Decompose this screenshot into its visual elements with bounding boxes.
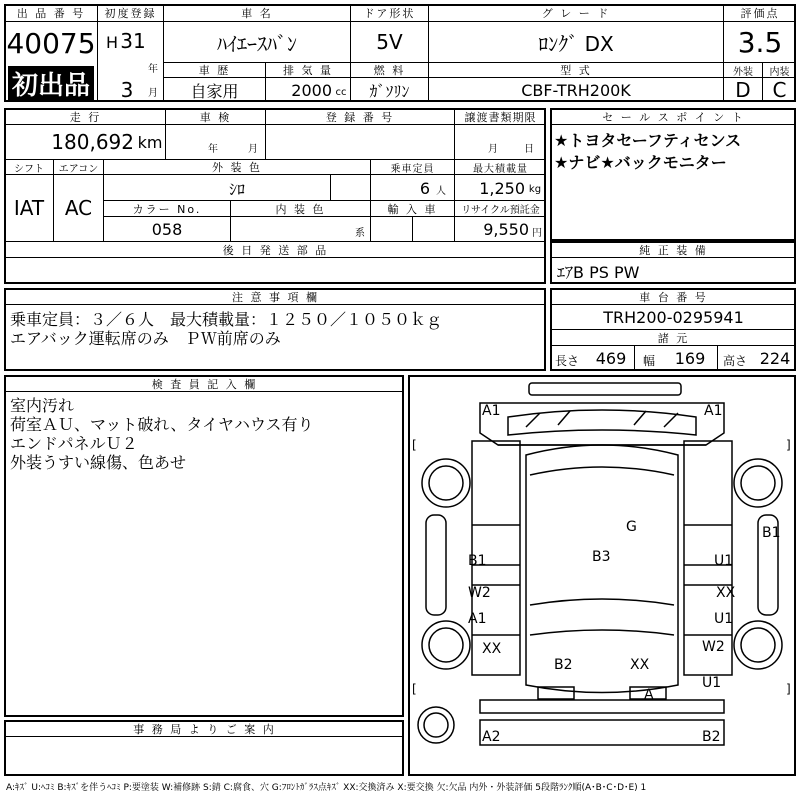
mark-b1-left-door: B1 (468, 553, 487, 569)
sales-points-label: セ ー ル ス ポ イ ン ト (602, 110, 745, 124)
genuine-equipment: ｴｱB PS PW (557, 262, 640, 282)
chassis-label: 車 台 番 号 (639, 290, 708, 304)
car-name-label: 車 名 (241, 7, 273, 20)
grade: ﾛﾝｸﾞ DX (538, 31, 614, 56)
height-label: 高さ (722, 353, 747, 368)
mark-u1-right-door: U1 (714, 553, 734, 569)
office-label: 事 務 局 よ り ご 案 内 (133, 722, 276, 736)
door-type: 5V (376, 30, 403, 54)
first-reg-year: 31 (120, 29, 146, 53)
sales-point-line-1: ★トヨタセーフティセンス (554, 130, 742, 150)
lot-number: 40075 (6, 26, 96, 60)
score-label: 評価点 (740, 7, 780, 20)
first-listing-badge: 初出品 (8, 66, 94, 100)
notes-label: 注 意 事 項 欄 (232, 290, 319, 304)
notes-text: 乗車定員：３／６人 最大積載量：１２５０／１０５０ｋｇ エアバック運転席のみ ＰＷ前席のみ (10, 310, 443, 348)
car-history: 自家用 (190, 81, 239, 101)
ac: AC (64, 196, 93, 220)
inspection-label: 車 検 (199, 110, 232, 124)
first-reg-month: 3 (120, 78, 134, 102)
exterior-score-label: 外装 (733, 66, 753, 78)
exterior-color: ｼﾛ (228, 179, 245, 199)
shift: IAT (13, 196, 45, 220)
bracket-right-front: ] (786, 438, 791, 452)
mileage: 180,692 (51, 130, 134, 154)
recycle-deposit: 9,550 (483, 219, 529, 239)
width: 169 (674, 348, 706, 368)
width-label: 幅 (642, 353, 655, 368)
interior-color-label: 内 装 色 (275, 202, 326, 216)
era-letter: H (105, 32, 119, 52)
mark-a-rear: A (644, 687, 654, 703)
mark-b3-roof: B3 (592, 549, 611, 565)
mark-xx-rear-right: XX (630, 657, 650, 673)
max-load-label: 最大積載量 (473, 163, 528, 175)
height: 224 (759, 348, 791, 368)
mark-w2-right-rear: W2 (702, 639, 725, 655)
model-label: 型 式 (560, 64, 592, 77)
plate-label: 登 録 番 号 (325, 110, 395, 124)
mark-w2-left-panel: W2 (468, 585, 491, 601)
recycle-unit: 円 (532, 227, 542, 239)
later-parts-label: 後 日 発 送 部 品 (222, 243, 329, 257)
legend-text: A:ｷｽﾞ U:ﾍｺﾐ B:ｷｽﾞを伴うﾍｺﾐ P:要塗装 W:補修跡 S:錆 C:腐食、穴 G:ﾌﾛﾝﾄｶﾞﾗｽ点ｷｽﾞ XX:交換済み X:要交換 欠:欠品 内外・外装評価 5段階ﾗﾝｸ順(A･B･C･D･E) 1 (6, 783, 647, 793)
capacity: 6 (419, 178, 430, 198)
length: 469 (595, 348, 627, 368)
inspection-year-unit: 年 (208, 143, 218, 155)
mark-g-windshield: G (626, 519, 637, 535)
mark-a2-bumper-left: A2 (482, 729, 501, 745)
mileage-label: 走 行 (69, 110, 102, 124)
displacement: 2000 (291, 80, 332, 100)
max-load: 1,250 (479, 178, 525, 198)
car-name: ﾊｲｴｰｽﾊﾞﾝ (217, 31, 297, 56)
fuel-label: 燃 料 (373, 64, 406, 77)
evaluation-score: 3.5 (737, 25, 783, 59)
mark-b1-right-edge: B1 (762, 525, 781, 541)
vehicle-diagram (408, 375, 796, 776)
history-label: 車 歴 (198, 64, 231, 77)
door-label: ドア形状 (363, 7, 416, 20)
mark-u1-right-lower: U1 (714, 611, 734, 627)
capacity-unit: 人 (436, 185, 446, 197)
inspection-month-unit: 月 (248, 143, 258, 155)
transfer-month-unit: 月 (488, 143, 498, 155)
displacement-unit: cc (335, 86, 347, 98)
recycle-label: リサイクル預託金 (461, 205, 540, 216)
year-unit: 年 (148, 63, 158, 75)
color-no-label: カラー No. (132, 202, 202, 216)
grade-label: グ レ ー ド (541, 7, 611, 20)
mark-b2-bumper-right: B2 (702, 729, 721, 745)
transfer-label: 譲渡書類期限 (464, 110, 537, 124)
chassis-number: TRH200-0295941 (603, 307, 744, 327)
transfer-day-unit: 日 (524, 143, 534, 155)
mark-b2-rear-left: B2 (554, 657, 573, 673)
inspector-label: 検 査 員 記 入 欄 (151, 377, 258, 391)
mark-a1-front-right: A1 (704, 403, 723, 419)
shift-label: シフト (14, 163, 44, 175)
lot-number-label: 出 品 番 号 (16, 7, 86, 20)
exterior-score: D (735, 78, 751, 102)
length-label: 長さ (554, 353, 579, 368)
dims-label: 諸 元 (657, 331, 690, 345)
interior-score-label: 内装 (769, 66, 790, 78)
import-label: 輸 入 車 (387, 202, 438, 216)
bracket-left-rear: [ (412, 682, 417, 696)
displacement-label: 排 気 量 (283, 64, 333, 77)
month-unit: 月 (148, 87, 158, 99)
color-no: 058 (151, 219, 183, 239)
interior-score: C (772, 78, 787, 102)
inspector-text: 室内汚れ 荷室ＡＵ、マット破れ、タイヤハウス有り エンドパネルＵ２ 外装うすい線傷、色あせ (10, 396, 314, 472)
exterior-color-label: 外 装 色 (212, 161, 262, 174)
sales-point-line-2: ★ナビ★バックモニター (554, 152, 727, 172)
model-code: CBF-TRH200K (521, 80, 631, 100)
mark-u1-rear-right: U1 (702, 675, 722, 691)
max-load-unit: kg (528, 183, 542, 195)
mark-a1-left-lower: A1 (468, 611, 487, 627)
first-reg-label: 初度登録 (104, 7, 157, 20)
fuel: ｶﾞｿﾘﾝ (369, 81, 410, 101)
genuine-equipment-label: 純 正 装 備 (639, 243, 708, 257)
interior-color-suffix: 系 (355, 227, 365, 239)
mark-xx-left-rear: XX (482, 641, 502, 657)
mark-a1-front-left: A1 (482, 403, 501, 419)
bracket-right-rear: ] (786, 682, 791, 696)
mark-xx-right-panel: XX (716, 585, 736, 601)
bracket-left-front: [ (412, 438, 417, 452)
capacity-label: 乗車定員 (390, 163, 435, 175)
ac-label: エアコン (58, 163, 99, 175)
mileage-unit: km (137, 132, 163, 152)
